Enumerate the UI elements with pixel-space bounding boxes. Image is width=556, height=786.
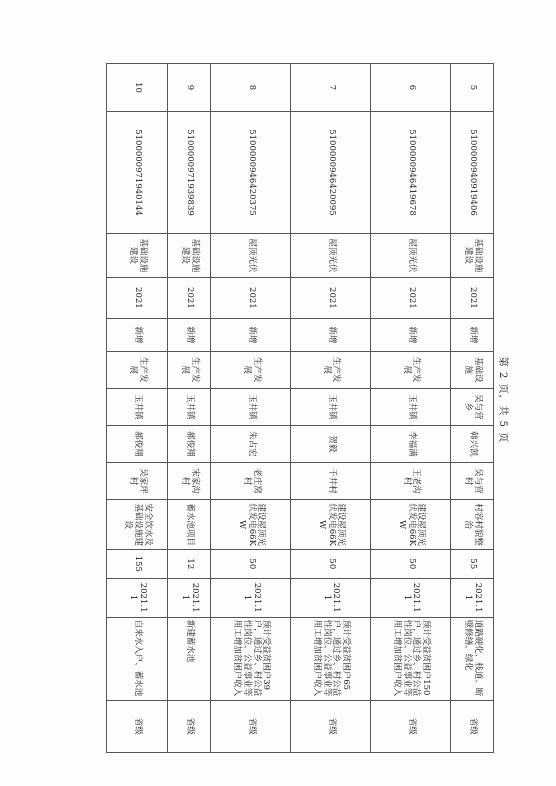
category-cell: 生产发展	[107, 351, 168, 388]
row-number-cell: 6	[371, 64, 451, 112]
year-cell: 2021	[168, 277, 211, 318]
table-row	[211, 64, 291, 753]
construction-content-cell: 建设屋顶光伏发电66KW	[291, 500, 371, 550]
status-cell: 新增	[451, 319, 494, 352]
person-in-charge-cell: 韩兴凯	[451, 425, 494, 462]
township-cell: 玉井镇	[211, 388, 291, 425]
investment-amount-cell: 155	[107, 550, 168, 578]
investment-amount-cell: 50	[291, 550, 371, 578]
year-cell: 2021	[211, 277, 291, 318]
village-cell: 千井村	[291, 462, 371, 499]
table-row	[168, 64, 211, 753]
level-cell: 省级	[211, 700, 291, 752]
project-name-cell: 基础设施建设	[451, 234, 494, 278]
person-in-charge-cell: 李福满	[371, 425, 451, 462]
investment-amount-cell: 12	[168, 550, 211, 578]
level-cell: 省级	[451, 700, 494, 752]
table-row	[451, 64, 494, 753]
status-cell: 新增	[107, 319, 168, 352]
row-number-cell: 10	[107, 64, 168, 112]
project-code-cell: 5100000946419678	[371, 111, 451, 233]
completion-date-cell: 2021.11	[371, 578, 451, 617]
category-cell: 生产发展	[291, 351, 371, 388]
township-cell: 玉井镇	[371, 388, 451, 425]
person-in-charge-cell: 朱占宏	[211, 425, 291, 462]
year-cell: 2021	[291, 277, 371, 318]
row-number-cell: 9	[168, 64, 211, 112]
benefit-description-cell: 预计受益贫困户65户，通过乡、村公益性岗位、公益事业等用工增加贫困户收入	[291, 617, 371, 700]
status-cell: 新增	[211, 319, 291, 352]
level-cell: 省级	[107, 700, 168, 752]
village-cell: 老庄窝村	[211, 462, 291, 499]
row-number-cell: 8	[211, 64, 291, 112]
category-cell: 生产发展	[211, 351, 291, 388]
construction-content-cell: 蓄水池项目	[168, 500, 211, 550]
township-cell: 玉井镇	[107, 388, 168, 425]
investment-amount-cell: 50	[211, 550, 291, 578]
construction-content-cell: 村容村貌整治	[451, 500, 494, 550]
project-name-cell: 屋顶光伏	[291, 234, 371, 278]
row-number-cell: 5	[451, 64, 494, 112]
table-body	[107, 64, 494, 753]
category-cell: 基础设施	[451, 351, 494, 388]
year-cell: 2021	[451, 277, 494, 318]
status-cell: 新增	[291, 319, 371, 352]
completion-date-cell: 2021.11	[107, 578, 168, 617]
village-cell: 宋家沟村	[168, 462, 211, 499]
person-in-charge-cell: 郝俊翔	[107, 425, 168, 462]
page-number: 第 2 页，共 5 页	[497, 356, 508, 444]
year-cell: 2021	[107, 277, 168, 318]
level-cell: 省级	[168, 700, 211, 752]
completion-date-cell: 2021.11	[291, 578, 371, 617]
project-code-cell: 5100000946420095	[291, 111, 371, 233]
project-name-cell: 屋顶光伏	[211, 234, 291, 278]
project-name-cell: 基础设施建设	[168, 234, 211, 278]
table-row	[107, 64, 168, 753]
township-cell: 玉井镇	[168, 388, 211, 425]
village-cell: 吴家坪村	[107, 462, 168, 499]
township-cell: 吴与营乡	[451, 388, 494, 425]
benefit-description-cell: 道路硬化、栈道、断壁修缮、绿化	[451, 617, 494, 700]
village-cell: 吴与营村	[451, 462, 494, 499]
person-in-charge-cell: 郝俊翔	[168, 425, 211, 462]
village-cell: 王老沟村	[371, 462, 451, 499]
status-cell: 新增	[371, 319, 451, 352]
benefit-description-cell: 自来水入户、蓄水池	[107, 617, 168, 700]
table-row	[371, 64, 451, 753]
level-cell: 省级	[371, 700, 451, 752]
category-cell: 生产发展	[168, 351, 211, 388]
project-code-cell: 5100000940919406	[451, 111, 494, 233]
township-cell: 玉井镇	[291, 388, 371, 425]
construction-content-cell: 建设屋顶光伏发电66KW	[371, 500, 451, 550]
status-cell: 新增	[168, 319, 211, 352]
construction-content-cell: 安全饮水及基础设施建设	[107, 500, 168, 550]
project-table-rotated	[106, 63, 494, 753]
project-name-cell: 基础设施建设	[107, 234, 168, 278]
benefit-description-cell: 预计受益贫困户150户，通过乡、村公益性岗位、公益事业等用工增加贫困户收入	[371, 617, 451, 700]
year-cell: 2021	[371, 277, 451, 318]
level-cell: 省级	[291, 700, 371, 752]
person-in-charge-cell: 贺毅	[291, 425, 371, 462]
table-row	[291, 64, 371, 753]
investment-amount-cell: 50	[371, 550, 451, 578]
row-number-cell: 7	[291, 64, 371, 112]
project-code-cell: 5100000971939839	[168, 111, 211, 233]
project-table	[106, 63, 494, 753]
project-code-cell: 5100000946420375	[211, 111, 291, 233]
category-cell: 生产发展	[371, 351, 451, 388]
project-name-cell: 屋顶光伏	[371, 234, 451, 278]
construction-content-cell: 建设屋顶光伏发电66KW	[211, 500, 291, 550]
project-code-cell: 5100000971940144	[107, 111, 168, 233]
investment-amount-cell: 55	[451, 550, 494, 578]
benefit-description-cell: 新建蓄水池	[168, 617, 211, 700]
completion-date-cell: 2021.11	[211, 578, 291, 617]
completion-date-cell: 2021.11	[451, 578, 494, 617]
completion-date-cell: 2021.11	[168, 578, 211, 617]
benefit-description-cell: 预计受益贫困户39户，通过乡、村公益性岗位、公益事业等用工增加贫困户收入	[211, 617, 291, 700]
